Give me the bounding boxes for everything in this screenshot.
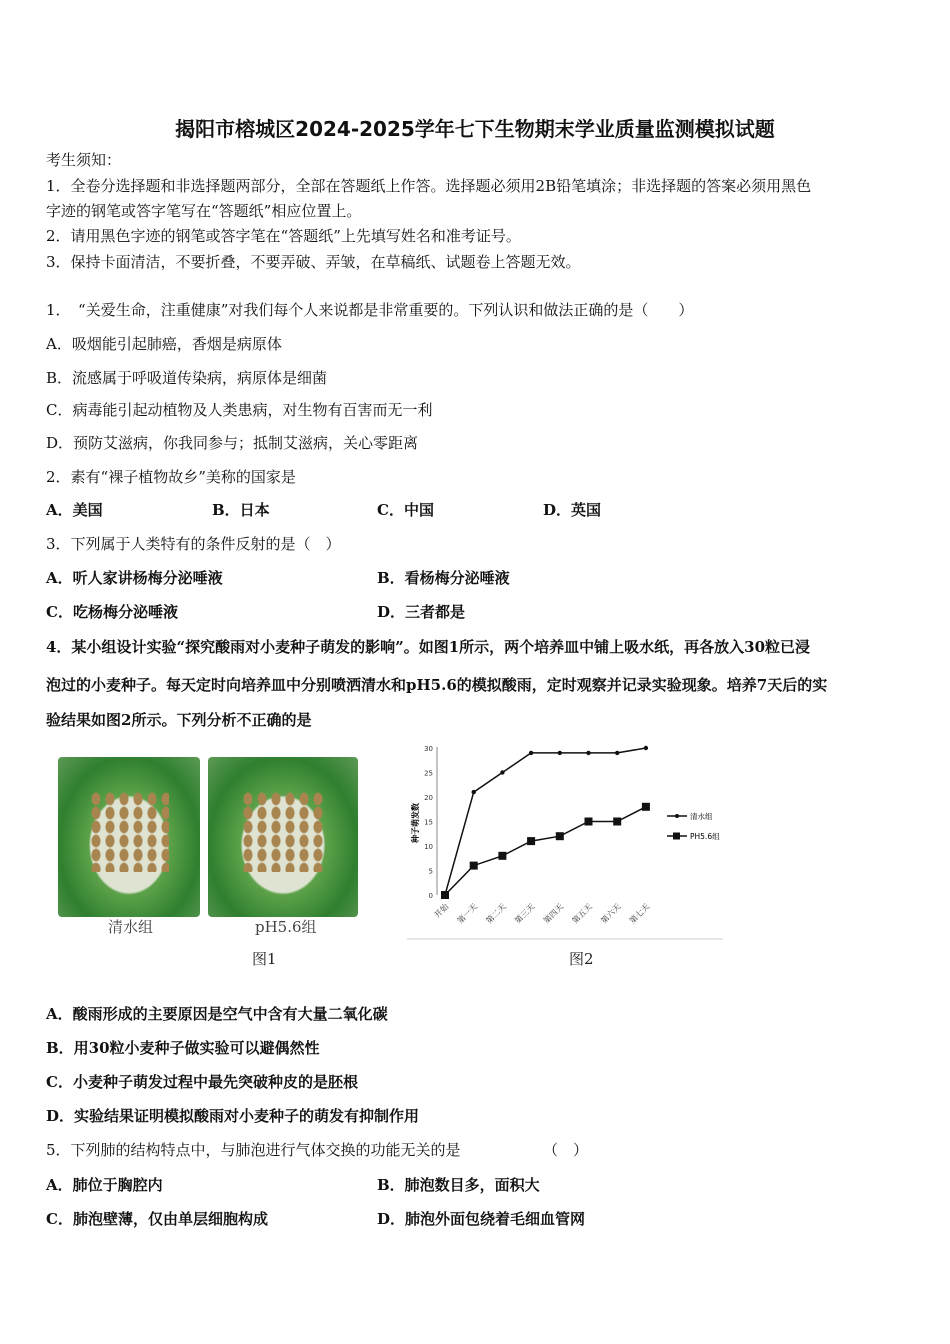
q1-option-d: D．预防艾滋病，你我同参与；抵制艾滋病，关心零距离 [46, 434, 419, 452]
y-axis-label: 种子萌发数 [411, 803, 420, 843]
q4-option-c: C．小麦种子萌发过程中最先突破种皮的是胚根 [46, 1073, 358, 1091]
question-4-stem: 泡过的小麦种子。每天定时向培养皿中分别喷洒清水和pH5.6的模拟酸雨，定时观察并记录实验现象。培养7天后的实 [46, 676, 828, 694]
data-point [529, 751, 533, 755]
notice-line: 3．保持卡面清洁，不要折叠，不要弄破、弄皱，在草稿纸、试题卷上答题无效。 [46, 253, 581, 271]
fig1-label: 图1 [252, 950, 277, 968]
q3-option-a: A．听人家讲杨梅分泌唾液 [46, 569, 223, 587]
legend-marker [673, 833, 680, 840]
q2-option-c: C．中国 [377, 501, 434, 519]
q1-option-b: B．流感属于呼吸道传染病，病原体是细菌 [46, 369, 328, 387]
y-tick-label: 10 [424, 843, 433, 851]
y-tick-label: 20 [424, 794, 433, 802]
question-3-stem: 3．下列属于人类特有的条件反射的是（ ） [46, 535, 341, 553]
fig1-caption-water: 清水组 [108, 918, 154, 936]
data-point [642, 803, 650, 811]
legend-label: PH5.6组 [690, 832, 720, 841]
x-tick-label: 第二天 [484, 902, 508, 926]
data-point [441, 891, 449, 899]
q4-option-b: B．用30粒小麦种子做实验可以避偶然性 [46, 1039, 320, 1057]
page-title: 揭阳市榕城区2024-2025学年七下生物期末学业质量监测模拟试题 [175, 117, 775, 141]
data-point [615, 751, 619, 755]
y-tick-label: 15 [424, 818, 433, 827]
q3-option-c: C．吃杨梅分泌唾液 [46, 603, 178, 621]
q1-option-c: C．病毒能引起动植物及人类患病，对生物有百害而无一利 [46, 401, 433, 419]
notice-line: 1．全卷分选择题和非选择题两部分，全部在答题纸上作答。选择题必须用2B铅笔填涂；非选择题的答案必须用黑色 [46, 177, 812, 195]
q5-option-a: A．肺位于胸腔内 [46, 1176, 163, 1194]
x-tick-label: 第五天 [570, 902, 594, 926]
q2-option-d: D．英国 [543, 501, 602, 519]
x-tick-label: 开始 [432, 902, 451, 920]
data-point [556, 832, 564, 840]
x-tick-label: 第四天 [541, 902, 566, 926]
y-tick-label: 5 [428, 867, 433, 876]
notice-line: 2．请用黑色字迹的钢笔或答字笔在“答题纸”上先填写姓名和准考证号。 [46, 227, 521, 245]
q5-option-c: C．肺泡壁薄，仅由单层细胞构成 [46, 1210, 268, 1228]
question-4-stem: 验结果如图2所示。下列分析不正确的是 [46, 711, 312, 729]
q4-option-d: D．实验结果证明模拟酸雨对小麦种子的萌发有抑制作用 [46, 1107, 420, 1125]
data-point [586, 751, 590, 755]
data-point [498, 852, 506, 860]
question-5-stem: 5．下列肺的结构特点中，与肺泡进行气体交换的功能无关的是 （ ） [46, 1141, 589, 1159]
y-tick-label: 25 [424, 769, 433, 778]
x-tick-label: 第七天 [627, 902, 652, 926]
q2-option-b: B．日本 [212, 501, 270, 519]
data-point [644, 746, 648, 750]
x-tick-label: 第三天 [513, 902, 537, 926]
fig2-label: 图2 [569, 950, 594, 968]
petri-dish-photo-water [58, 757, 200, 917]
q3-option-b: B．看杨梅分泌唾液 [377, 569, 510, 587]
data-point [527, 837, 535, 845]
data-point [613, 818, 621, 826]
legend-marker [675, 814, 679, 818]
x-tick-label: 第一天 [455, 902, 480, 926]
question-1-stem: 1． “关爱生命，注重健康”对我们每个人来说都是非常重要的。下列认识和做法正确的是（ ） [46, 301, 694, 319]
data-point [558, 751, 562, 755]
legend-label: 清水组 [690, 812, 713, 821]
q3-option-d: D．三者都是 [377, 603, 466, 621]
y-tick-label: 30 [424, 745, 433, 753]
fig1-caption-acid: pH5.6组 [255, 918, 317, 936]
data-point [472, 790, 476, 794]
q5-option-d: D．肺泡外面包绕着毛细血管网 [377, 1210, 586, 1228]
q5-option-b: B．肺泡数目多，面积大 [377, 1176, 540, 1194]
data-point [500, 770, 504, 774]
germination-chart [405, 738, 730, 943]
question-4-stem: 4．某小组设计实验“探究酸雨对小麦种子萌发的影响”。如图1所示，两个培养皿中铺上吸水纸，再各放入30粒已浸 [46, 638, 811, 656]
data-point [585, 818, 593, 826]
q4-option-a: A．酸雨形成的主要原因是空气中含有大量二氧化碳 [46, 1005, 388, 1023]
x-tick-label: 第六天 [599, 902, 623, 926]
notice-line: 字迹的钢笔或答字笔写在“答题纸”相应位置上。 [46, 202, 362, 220]
question-2-stem: 2．素有“裸子植物故乡”美称的国家是 [46, 468, 296, 486]
y-tick-label: 0 [428, 892, 433, 900]
q2-option-a: A．美国 [46, 501, 103, 519]
data-point [470, 862, 478, 870]
notice-heading: 考生须知： [46, 151, 122, 169]
q1-option-a: A．吸烟能引起肺癌，香烟是病原体 [46, 335, 282, 353]
petri-dish-photo-acid [208, 757, 358, 917]
